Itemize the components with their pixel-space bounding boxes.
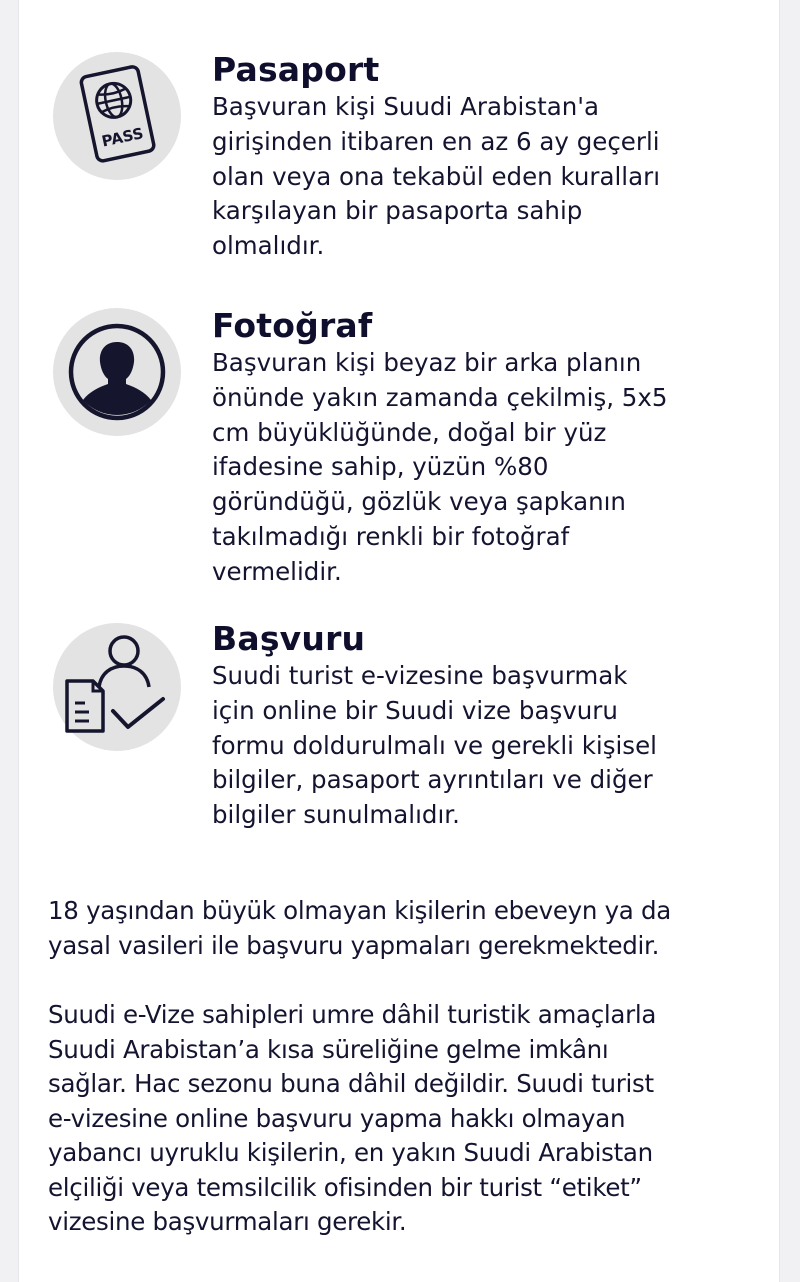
- content-card: [18, 0, 780, 1282]
- requirement-application-text: [212, 619, 752, 833]
- requirement-title: Pasaport: [212, 50, 380, 89]
- requirement-passport-text: [212, 50, 752, 264]
- requirement-description: Başvuran kişi beyaz bir arka planın önünde yakın zamanda çekilmiş, 5x5 cm büyüklüğünde, doğal bir yüz ifadesine sahip, yüzün %80 göründüğü, gözlük veya şapkanın takılmadığı renkli bir fotoğraf vermelidir.: [212, 348, 668, 586]
- person-photo-icon: [53, 308, 181, 436]
- requirement-title: Başvuru: [212, 619, 366, 658]
- note-evisa-info: Suudi e-Vize sahipleri umre dâhil turistik amaçlarla Suudi Arabistan’a kısa süreliğine gelme imkânı sağlar. Hac sezonu buna dâhil değildir. Suudi turist e-vizesine online başvuru yapma hakkı olmayan yabancı uyruklu kişilerin, en yakın Suudi Arabistan elçiliği veya temsilcilik ofisinden bir turist “etiket” vizesine başvurmaları gerekir.: [48, 1000, 657, 1236]
- requirement-description: Suudi turist e-vizesine başvurmak için online bir Suudi vize başvuru formu doldurulmalı ve gerekli kişisel bilgiler, pasaport ayrıntıları ve diğer bilgiler sunulmalıdır.: [212, 661, 657, 830]
- requirement-passport: [53, 50, 753, 270]
- requirement-photo-text: [212, 306, 752, 590]
- passport-icon: [53, 52, 181, 180]
- application-form-icon: [53, 623, 181, 751]
- requirement-description: Başvuran kişi Suudi Arabistan'a girişinden itibaren en az 6 ay geçerli olan veya ona tekabül eden kuralları karşılayan bir pasaporta sahip olmalıdır.: [212, 92, 661, 261]
- requirement-application: [53, 619, 753, 839]
- note-minors: 18 yaşından büyük olmayan kişilerin ebeveyn ya da yasal vasileri ile başvuru yapmaları gerekmektedir.: [48, 896, 671, 960]
- requirement-title: Fotoğraf: [212, 306, 373, 345]
- passport-icon-label: PASS: [100, 124, 146, 151]
- requirement-photo: [53, 306, 753, 591]
